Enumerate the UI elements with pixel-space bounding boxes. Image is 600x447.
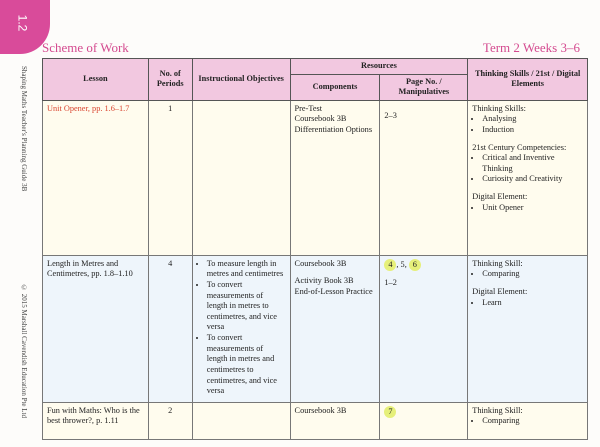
- activity-pages: 1–2: [384, 277, 397, 287]
- table-row: [43, 100, 588, 255]
- pages-cell: [380, 100, 468, 255]
- lesson-cell: Fun with Maths: Who is the best thrower?, p. 1.11: [43, 402, 149, 439]
- table-row: [43, 402, 588, 439]
- skills-heading: Thinking Skill:: [472, 258, 523, 268]
- components-cell: [290, 402, 380, 439]
- table-row: [43, 255, 588, 402]
- component-item: Coursebook 3B: [294, 258, 347, 268]
- competency-item: • Curiosity and Creativity: [482, 174, 583, 185]
- lesson-cell: Unit Opener, pp. 1.6–1.7: [43, 100, 149, 255]
- components-cell: [290, 100, 380, 255]
- skills-heading: Thinking Skills:: [472, 103, 526, 113]
- pages-cell: [380, 402, 468, 439]
- component-item: Coursebook 3B: [294, 114, 347, 124]
- highlighted-page: 4: [384, 259, 396, 271]
- objectives-cell: [192, 100, 290, 255]
- page-tab-label: 1.2: [15, 14, 30, 32]
- header-resources: Resources: [290, 59, 468, 75]
- objectives-cell: [192, 402, 290, 439]
- competencies-heading: 21st Century Competencies:: [472, 142, 567, 152]
- scheme-of-work-table: [42, 58, 588, 440]
- book-title: Shaping Maths Teacher's Planning Guide 3B: [20, 66, 28, 192]
- page-range: 2–3: [384, 110, 397, 120]
- lesson-cell: Length in Metres and Centimetres, pp. 1.8–1.10: [43, 255, 149, 402]
- pages-cell: [380, 255, 468, 402]
- component-item: Activity Book 3B: [294, 276, 354, 286]
- sidebar-margin: [14, 66, 28, 446]
- component-item: Differentiation Options: [294, 125, 373, 135]
- header-row: [43, 59, 588, 75]
- highlighted-page: 7: [384, 406, 396, 418]
- objective-item: • To measure length in metres and centimetres: [207, 259, 286, 280]
- highlighted-page: 6: [409, 259, 421, 271]
- skills-heading: Thinking Skill:: [472, 405, 523, 415]
- copyright: © 2015 Marshall Cavendish Education Pte Ltd: [20, 284, 28, 418]
- skill-item: • Analysing: [482, 114, 583, 125]
- competency-item: • Critical and Inventive Thinking: [482, 153, 583, 174]
- periods-cell: 2: [148, 402, 192, 439]
- skills-cell: [468, 255, 588, 402]
- digital-heading: Digital Element:: [472, 192, 528, 202]
- header-components: Components: [290, 74, 380, 100]
- page-list: [384, 259, 463, 271]
- digital-item: • Unit Opener: [482, 203, 583, 214]
- skill-item: • Comparing: [482, 416, 583, 427]
- header-periods: No. of Periods: [148, 59, 192, 101]
- digital-heading: Digital Element:: [472, 287, 528, 297]
- component-item: End-of-Lesson Practice: [294, 287, 373, 297]
- objectives-cell: [192, 255, 290, 402]
- component-item: Coursebook 3B: [294, 405, 347, 415]
- components-cell: [290, 255, 380, 402]
- page-separator: , 5,: [396, 259, 409, 269]
- skill-item: • Induction: [482, 125, 583, 136]
- component-item: Pre-Test: [294, 103, 323, 113]
- skills-cell: [468, 402, 588, 439]
- header-pages: Page No. / Manipulatives: [380, 74, 468, 100]
- header-lesson: Lesson: [43, 59, 149, 101]
- skill-item: • Comparing: [482, 269, 583, 280]
- page-title: Scheme of Work: [42, 40, 129, 55]
- header-skills: Thinking Skills / 21st / Digital Elements: [468, 59, 588, 101]
- digital-item: • Learn: [482, 298, 583, 309]
- term-title: Term 2 Weeks 3–6: [482, 40, 580, 55]
- objective-item: • To convert measurements of length in metres to centimetres, and vice versa: [207, 280, 286, 333]
- header-objectives: Instructional Objectives: [192, 59, 290, 101]
- periods-cell: 1: [148, 100, 192, 255]
- periods-cell: 4: [148, 255, 192, 402]
- objective-item: • To convert measurements of length in metres and centimetres to centimetres, and vice versa: [207, 333, 286, 397]
- skills-cell: [468, 100, 588, 255]
